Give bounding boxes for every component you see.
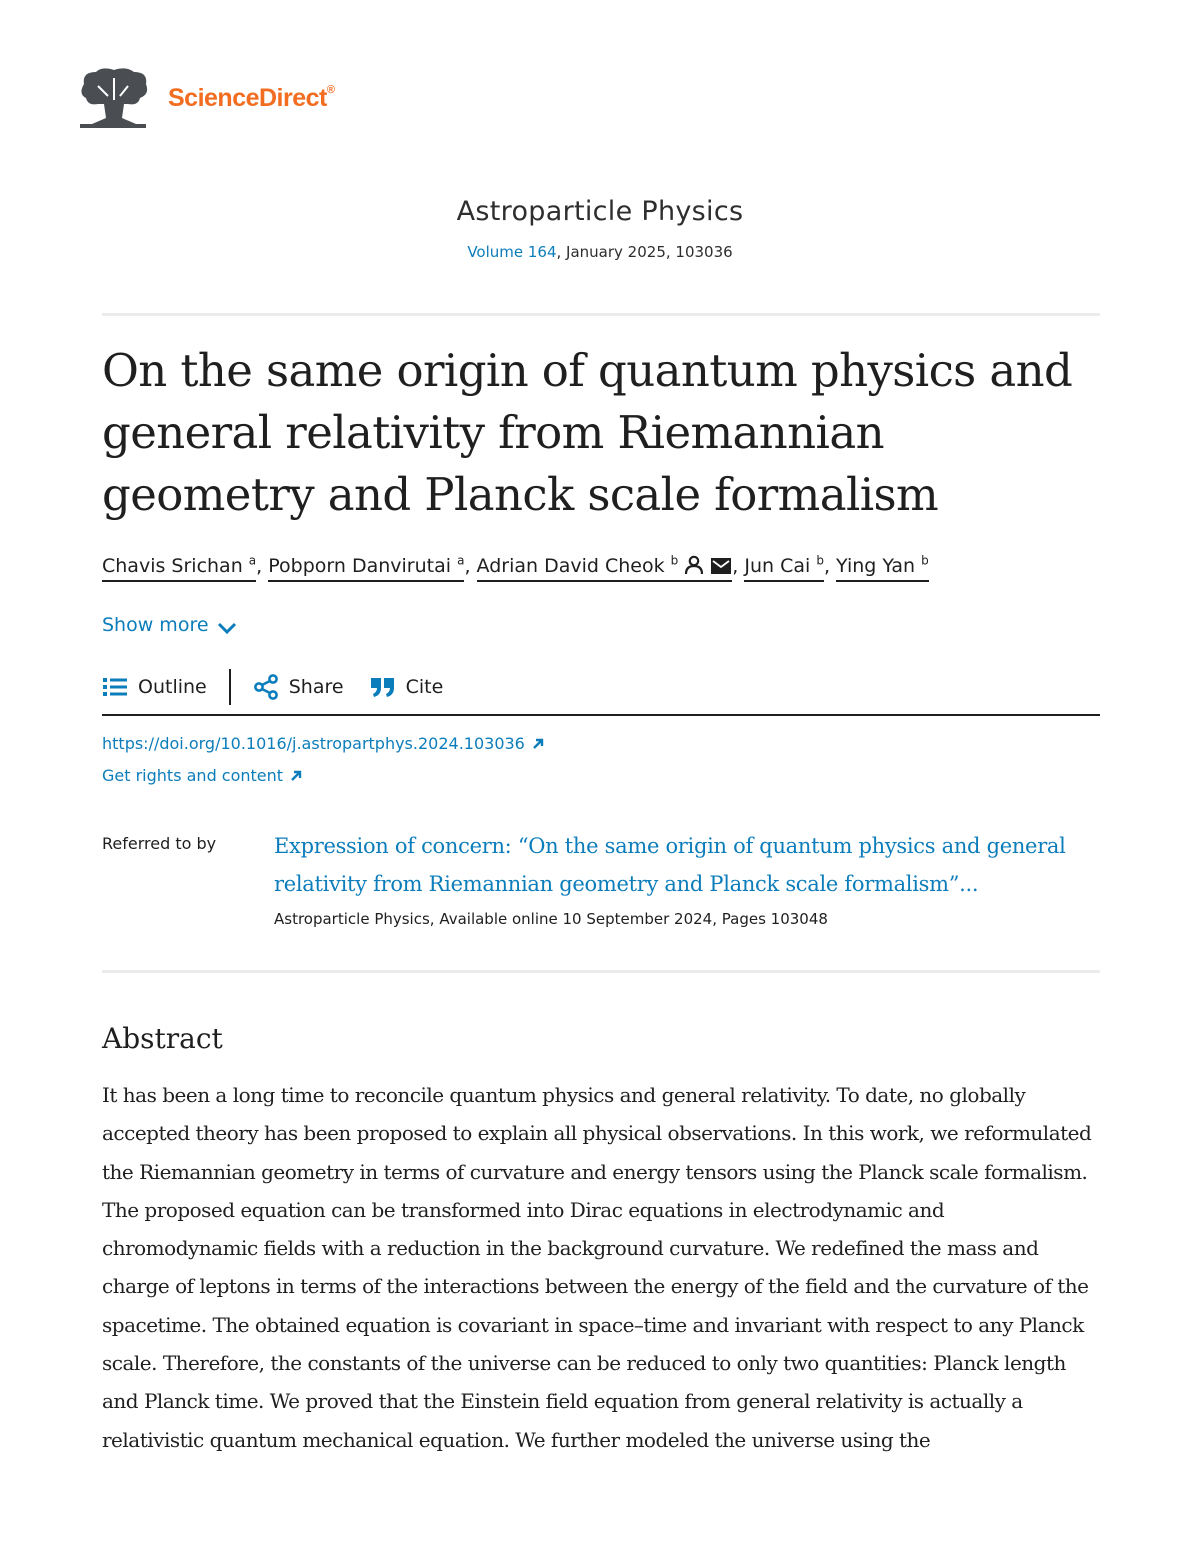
abstract-text: It has been a long time to reconcile quantum physics and general relativity. To date, no globally accepted theory has been proposed to explain all physical observations. In this work, we reformulated the Riemannian geometry in terms of curvature and energy tensors using the Planck scale formalism. The proposed equation can be transformed into Dirac equations in electrodynamic and chromodynamic fields with a reduction in the background curvature. We redefined the mass and charge of leptons in terms of the interactions between the energy of the field and the curvature of the spacetime. The obtained equation is covariant in space–time and invariant with respect to any Planck scale. Therefore, the constants of the universe can be reduced to only two quantities: Planck length and Planck time. We proved that the Einstein field equation from general relativity is actually a relativistic quantum mechanical equation. We further modeled the universe using the — [102, 1083, 1092, 1452]
expression-of-concern-link[interactable]: Expression of concern: “On the same origin of quantum physics and general relativity from Riemannian geometry and Planck scale formalism”... — [274, 834, 1066, 896]
doi-link[interactable]: https://doi.org/10.1016/j.astropartphys.2024.103036 — [102, 734, 544, 753]
elsevier-tree-icon — [78, 66, 150, 130]
person-icon — [684, 555, 704, 580]
abstract-heading: Abstract — [102, 1022, 223, 1055]
brand-name: ScienceDirect® — [168, 84, 335, 112]
email-icon — [710, 557, 732, 580]
outline-button[interactable]: Outline — [102, 676, 207, 698]
external-link-icon — [290, 770, 302, 782]
chevron-down-icon — [217, 621, 237, 635]
article-toolbar — [102, 670, 443, 704]
toolbar-divider — [102, 714, 1100, 716]
cite-button[interactable]: Cite — [370, 676, 444, 698]
sciencedirect-logo[interactable] — [78, 66, 378, 130]
article-title: On the same origin of quantum physics and general relativity from Riemannian geometry and Planck scale formalism — [102, 344, 1073, 521]
external-link-icon — [532, 738, 544, 750]
rights-link[interactable]: Get rights and content — [102, 766, 302, 785]
referred-to-label: Referred to by — [102, 834, 217, 853]
referred-source: Astroparticle Physics, Available online 10 September 2024, Pages 103048 — [274, 910, 828, 928]
author-link[interactable]: Adrian David Cheok $^b$ — [477, 555, 733, 582]
share-button[interactable]: Share — [253, 674, 344, 700]
show-more-button[interactable]: Show more — [102, 614, 237, 636]
journal-title[interactable]: Astroparticle Physics — [456, 196, 744, 227]
author-link[interactable]: Pobporn Danvirutai $^a$ — [268, 555, 464, 582]
author-link[interactable]: Chavis Srichan $^a$ — [102, 555, 256, 582]
author-list: Chavis Srichan $^a$, Pobporn Danvirutai $^a$, Adrian David Cheok $^b$ , Jun Cai $^b$, Ying Yan $^b$ — [102, 554, 1102, 580]
section-divider — [102, 970, 1100, 973]
share-icon — [253, 674, 279, 700]
list-icon — [102, 676, 128, 698]
journal-issue-info: Volume 164, January 2025, 103036 — [467, 243, 733, 261]
toolbar-separator — [229, 669, 231, 705]
header-divider — [102, 313, 1100, 316]
author-link[interactable]: Jun Cai $^b$ — [744, 555, 824, 582]
author-link[interactable]: Ying Yan $^b$ — [836, 555, 929, 582]
volume-link[interactable]: Volume 164 — [467, 243, 557, 261]
quote-icon — [370, 676, 396, 698]
